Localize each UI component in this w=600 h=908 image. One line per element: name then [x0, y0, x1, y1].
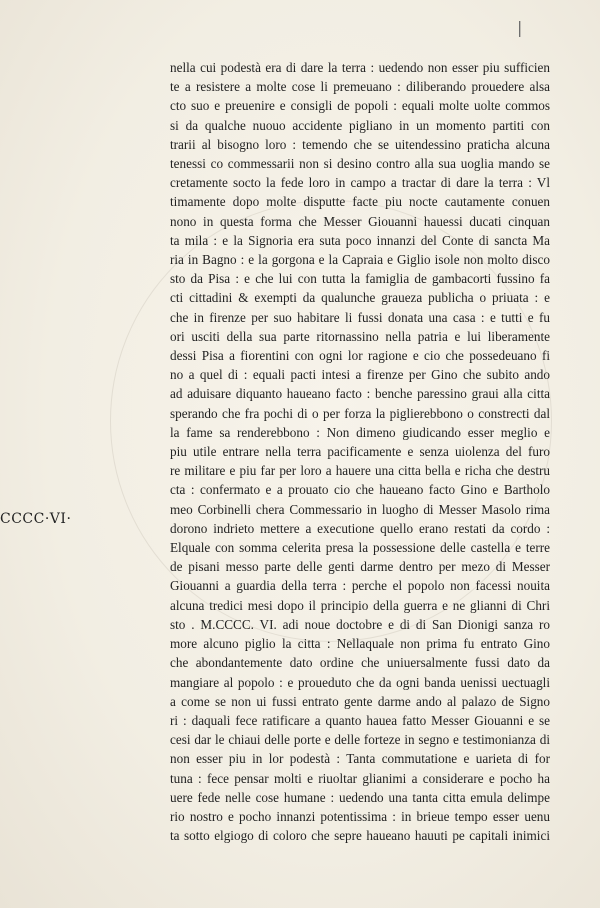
text-line: cesi dar le chiaui delle porte e delle forteze in segno e testimonianza di [170, 732, 550, 748]
text-line: sto . M.CCCC. VI. adi noue doctobre e di di San Dionigi sanza ro [170, 616, 550, 632]
text-line: non esser piu in lor podestà : Tanta commutatione e uarieta di for [170, 751, 550, 767]
text-line: ria in Bagno : e la gorgona e la Capraia e Giglio isole non molto disco [170, 252, 550, 268]
text-line: tenessi co commessarii non si desino contro alla sua uoglia mando se [170, 156, 550, 172]
text-line: sto da Pisa : e che lui con tutta la famiglia de gambacorti fussino fa [170, 271, 550, 287]
corner-mark: | [517, 18, 523, 37]
text-line: cretamente socto la fede loro in campo a tractar di dare la terra : Vl [170, 175, 550, 191]
text-line: no a quel di : equali pacti intesi a firenze per Gino che subito ando [170, 367, 550, 383]
text-line: re militare e piu far per loro a hauere una citta bella e richa che destru [170, 463, 550, 479]
text-line: timamente dopo molte disputte facte piu nocte cautamente conuen [170, 194, 550, 210]
text-line: dorono indrieto mettere a executione quello erano restati da cordo : [170, 520, 550, 536]
text-line: ori usciti della sua parte ritornassino nella patria e lui liberamente [170, 328, 550, 344]
text-line: sperando che fra pochi di o per forza la piglierebbono o constrecti dal [170, 405, 550, 421]
text-line: uere fede nelle cose humane : uedendo una tanta citta emula delimpe [170, 789, 550, 805]
text-line: nono in questa forma che Messer Giouanni hauessi ducati cinquan [170, 213, 550, 229]
text-line: ri : daquali fece ratificare a quanto hauea fatto Messer Giouanni e se [170, 712, 550, 728]
text-line: de pisani messo parte delle genti darme dentro per mezo di Messer [170, 559, 550, 575]
text-line: tuna : fece pensar molti e riuoltar glianimi a considerare e pocho ha [170, 770, 550, 786]
text-line: mangiare al popolo : e proueduto che da ogni banda uenissi uectuagli [170, 674, 550, 690]
text-line: Elquale con somma celerita presa la possessione delle castella e terre [170, 540, 550, 556]
text-line: ad aduisare diquanto haueano facto : benche paressino graui alla citta [170, 386, 550, 402]
text-line: more alcuno piglio la citta : Nellaquale non prima fu entrato Gino [170, 636, 550, 652]
text-line: cti cittadini & exempti da qualunche graueza publicha o priuata : e [170, 290, 550, 306]
text-line: meo Corbinelli chera Commessario in luogho di Messer Masolo rima [170, 501, 550, 517]
text-line: ta sotto elgiogo di coloro che sepre haueano hauuti pe capitali inimici [170, 828, 550, 844]
text-line: rio nostro e pocho innanzi potentissima : in brieue tempo esser uenu [170, 808, 550, 824]
text-line: ta mila : e la Signoria era suta poco innanzi del Conte di sancta Ma [170, 232, 550, 248]
text-line: cto suo e preuenire e consigli de popoli : equali molte uolte commos [170, 98, 550, 114]
text-line: alcuna tredici mesi dopo il principio della guerra e ne glianni di Chri [170, 597, 550, 613]
text-column [170, 58, 550, 845]
text-line: te a resistere a molte cose li premeuano : diliberando prouedere alsa [170, 79, 550, 95]
text-line: a come se non ui fussi entrato gente darme ando al palazo de Signo [170, 693, 550, 709]
margin-note-year: CCCC·VI· [0, 511, 72, 527]
text-line: piu utile entrare nella terra pacificamente e senza uiolenza del furo [170, 444, 550, 460]
text-line: si da qualche nuouo accidente pigliano in un momento partiti con [170, 117, 550, 133]
text-line: Giouanni a guardia della terra : perche el popolo non facessi nouita [170, 578, 550, 594]
text-line: trarii al bisogno loro : temendo che se uitendessino praticha alcuna [170, 136, 550, 152]
text-line: che abondantemente dato ordine che uniuersalmente fussi dato da [170, 655, 550, 671]
text-line: nella cui podestà era di dare la terra : uedendo non esser piu sufficien [170, 60, 550, 75]
text-line: cta : confermato e a prouato cio che haueano facto Gino e Bartholo [170, 482, 550, 498]
text-line: la fame sa renderebbono : Non dimeno giudicando esser meglio e [170, 424, 550, 440]
text-line: dessi Pisa a fiorentini con ogni lor ragione e cio che possedeuano fi [170, 348, 550, 364]
text-line: che in firenze per suo habitare li fussi donata una casa : e tutti e fu [170, 309, 550, 325]
